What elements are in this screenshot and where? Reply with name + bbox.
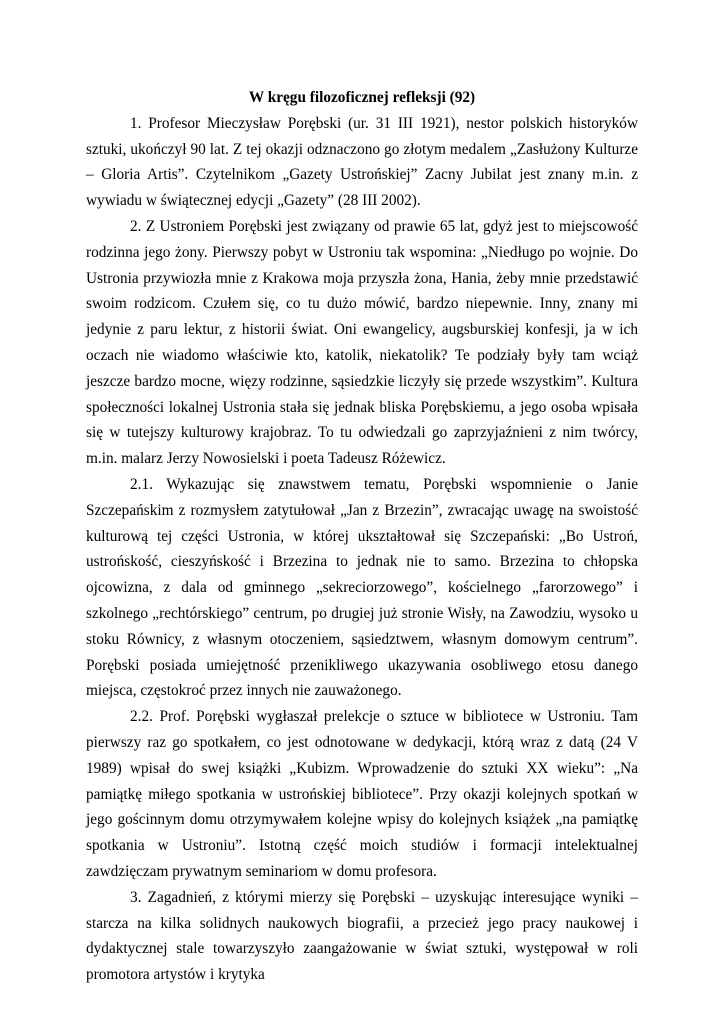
document-page xyxy=(86,85,638,988)
paragraph-2-2: 2.2. Prof. Porębski wygłaszał prelekcje o sztuce w bibliotece w Ustroniu. Tam pierwszy raz go spotkałem, co jest odnotowane w dedykacji, którą wraz z datą (24 V 1989) wpisał do swej książki „Kubizm. Wprowadzenie do sztuki XX wieku”: „Na pamiątkę miłego spotkania w ustrońskiej bibliotece”. Przy okazji kolejnych spotkań w jego gościnnym domu otrzymywałem kolejne wpisy do kolejnych książek „na pamiątkę spotkania w Ustroniu”. Istotną część moich studiów i formacji intelektualnej zawdzięczam prywatnym seminariom w domu profesora. xyxy=(86,708,638,880)
paragraph-2: 2. Z Ustroniem Porębski jest związany od prawie 65 lat, gdyż jest to miejscowość rodzinna jego żony. Pierwszy pobyt w Ustroniu tak wspomina: „Niedługo po wojnie. Do Ustronia przywiozła mnie z Krakowa moja przyszła żona, Hania, żeby mnie przedstawić swoim rodzicom. Czułem się, co tu dużo mówić, bardzo niepewnie. Inny, znany mi jedynie z paru lektur, z historii świat. Oni ewangelicy, augsburskiej konfesji, ja w ich oczach nie wiadomo właściwie kto, katolik, niekatolik? Te podziały były tam wciąż jeszcze bardzo mocne, więzy rodzinne, sąsiedzkie liczyły się przede wszystkim”. Kultura społeczności lokalnej Ustronia stała się jednak bliska Porębskiemu, a jego osoba wpisała się w tutejszy kulturowy krajobraz. To tu odwiedzali go zaprzyjaźnieni z nim twórcy, m.in. malarz Jerzy Nowosielski i poeta Tadeusz Różewicz. xyxy=(86,217,638,468)
paragraph-3: 3. Zagadnień, z którymi mierzy się Porębski – uzyskując interesujące wyniki – starcza na kilka solidnych naukowych biografii, a przecież jego pracy naukowej i dydaktycznej stale towarzyszyło zaangażowanie w świat sztuki, występował w roli promotora artystów i krytyka xyxy=(86,888,638,984)
paragraph-1: 1. Profesor Mieczysław Porębski (ur. 31 III 1921), nestor polskich historyków sztuki, ukończył 90 lat. Z tej okazji odznaczono go złotym medalem „Zasłużony Kulturze – Gloria Artis”. Czytelnikom „Gazety Ustrońskiej” Zacny Jubilat jest znany m.in. z wywiadu w świątecznej edycji „Gazety” (28 III 2002). xyxy=(86,114,638,210)
paragraph-2-1: 2.1. Wykazując się znawstwem tematu, Porębski wspomnienie o Janie Szczepańskim z rozmysłem zatytułował „Jan z Brzezin”, zwracając uwagę na swoistość kulturową tej części Ustronia, w której ukształtował się Szczepański: „Bo Ustroń, ustrońskość, cieszyńskość i Brzezina to jednak nie to samo. Brzezina to chłopska ojcowizna, z dala od gminnego „sekreciorzowego”, kościelnego „farorzowego” i szkolnego „rechtórskiego” centrum, po drugiej już stronie Wisły, na Zawodziu, wysoko u stoku Równicy, z własnym otoczeniem, sąsiedztwem, własnym domowym centrum”. Porębski posiada umiejętność przenikliwego ukazywania osobliwego etosu danego miejsca, częstokroć przez innych nie zauważonego. xyxy=(86,475,638,700)
document-title: W kręgu filozoficznej refleksji (92) xyxy=(248,89,476,106)
